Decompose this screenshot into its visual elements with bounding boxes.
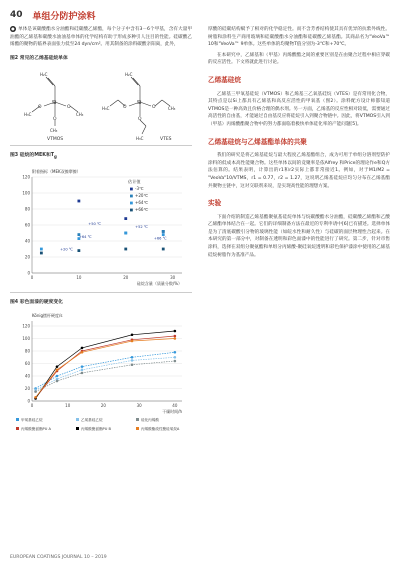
data-point bbox=[131, 363, 134, 366]
data-point bbox=[56, 365, 59, 368]
data-point bbox=[124, 232, 127, 235]
x-tick-label: 30 bbox=[136, 402, 142, 408]
data-point bbox=[131, 339, 134, 342]
y-tick-label: 100 bbox=[22, 335, 30, 341]
heading-vinyl-silane: 乙烯基硅烷 bbox=[208, 75, 241, 84]
y-tick-label: 0 bbox=[27, 270, 30, 276]
x-axis-label: 硅烷含量（质量分数/%） bbox=[136, 280, 182, 286]
page-number: 40 bbox=[10, 10, 23, 20]
data-point bbox=[131, 333, 134, 336]
silane-structures bbox=[10, 64, 192, 144]
legend-label: 丙烯酸酯改性聚硅氧烷A bbox=[141, 426, 180, 431]
x-tick-label: 10 bbox=[76, 274, 82, 280]
y-tick-label: 0 bbox=[27, 398, 30, 404]
section-title: 单组分防护涂料 bbox=[32, 11, 96, 22]
svg-text:CH₃: CH₃ bbox=[76, 112, 84, 118]
x-axis-label: 干燥时间/h bbox=[162, 408, 182, 414]
data-point bbox=[131, 359, 134, 362]
data-point bbox=[81, 368, 84, 371]
figure-2-structures bbox=[10, 64, 192, 146]
svg-text:CH₃: CH₃ bbox=[50, 128, 58, 134]
legend-label: 甲氧基硅乙烷 bbox=[21, 417, 43, 422]
svg-text:O: O bbox=[138, 117, 142, 123]
data-point bbox=[34, 395, 37, 398]
data-point bbox=[124, 248, 127, 251]
legend-marker bbox=[76, 427, 79, 430]
annotation-label: +50 ℃ bbox=[88, 221, 102, 226]
y-tick-label: 120 bbox=[22, 323, 30, 329]
data-point bbox=[56, 379, 59, 382]
annotation-label: +52 ℃ bbox=[135, 225, 148, 230]
svg-text:H₃C: H₃C bbox=[136, 136, 144, 142]
right-paragraph-5: 下面介绍的制造乙烯基酯聚氨基硅烷单体与烷碳酸酯水分油酯，硅碳酸乙烯酯和乙酸乙烯酯单体结合在一起。它们的详细制备方法在最近的专利申请中[6]已有描述。选择单体是为了清底碳酸引分物的玻璃性能（如皖水性和耐久性）与硅碳的面层物理性合起来。在本研究的第一部分中，对制备在透明和彩色面漆中的性能进行了研究。第二步，针对市售涂料，选择在双组分聚氨酯和单组分丙烯酸-聚硅氧烷透明和彩色保护漆涂中使用的乙烯基硅烷树脂作为基准产品。 bbox=[208, 214, 390, 258]
y-tick-label: 40 bbox=[24, 238, 30, 244]
legend-label: 丙烯酸聚氨酯PU A bbox=[21, 426, 51, 431]
x-tick-label: 0 bbox=[30, 402, 34, 408]
data-point bbox=[174, 329, 177, 332]
legend-label: +64℃ bbox=[135, 199, 148, 205]
right-column bbox=[208, 26, 390, 259]
svg-text:H₂C: H₂C bbox=[40, 72, 48, 78]
svg-text:Si: Si bbox=[137, 100, 142, 107]
legend-marker bbox=[130, 195, 133, 198]
legend-label: +66℃ bbox=[135, 206, 148, 212]
data-point bbox=[40, 252, 43, 255]
right-paragraph-2: 在本研究中，乙烯基和（甲基）丙烯酸酯之间的重要区别是在由聚合过程中相应穿碳的反应活性。下文将就此进行讨论。 bbox=[208, 52, 390, 66]
annotation-label: +64 ℃ bbox=[78, 234, 92, 239]
y-axis-label: König摆杆硬度/s bbox=[32, 312, 63, 318]
x-tick-label: 40 bbox=[172, 402, 178, 408]
data-point bbox=[81, 371, 84, 374]
figure-4-chart bbox=[10, 309, 192, 441]
svg-text:CH₃: CH₃ bbox=[168, 106, 176, 112]
data-point bbox=[56, 368, 59, 371]
svg-text:O: O bbox=[53, 117, 57, 123]
svg-text:O: O bbox=[123, 105, 127, 111]
vtmos-label: VTMOS bbox=[47, 137, 64, 143]
legend-marker bbox=[136, 427, 139, 430]
x-tick-label: 20 bbox=[100, 402, 106, 408]
data-point bbox=[81, 350, 84, 353]
bullet-marker: ● bbox=[11, 26, 15, 31]
fig2-caption: 图2 常见的乙烯基硅烷单体 bbox=[10, 55, 68, 61]
data-point bbox=[174, 350, 177, 353]
y-tick-label: 100 bbox=[22, 190, 30, 196]
data-point bbox=[162, 230, 165, 233]
legend-marker bbox=[16, 418, 19, 421]
intro-paragraph: ● 单体是该碳酸酯水分油酯和硅碳酸乙烯酯，每个分子中含有3－6个甲基，含有大量甲油酯的乙烯基和碳酸水油油基单体的化学结构有助于形成多种引人注目的性能。硅碳酸乙烯酯的聚物的临界表面张力低至24 dyn/cm²。用其制备的涂料碳酸亲阳离，此外， bbox=[10, 26, 192, 48]
svg-text:H₃C: H₃C bbox=[24, 112, 32, 118]
data-point bbox=[124, 217, 127, 220]
legend-label: +20℃ bbox=[135, 192, 148, 198]
legend-marker bbox=[16, 427, 19, 430]
annotation-label: +66 ℃ bbox=[153, 236, 167, 241]
y-tick-label: 80 bbox=[24, 348, 30, 354]
data-point bbox=[56, 374, 59, 377]
svg-text:H₂C: H₂C bbox=[125, 72, 133, 78]
legend-title: 估计值 bbox=[128, 178, 141, 184]
fig4-caption: 图4 彩色面漆的硬度变化 bbox=[10, 299, 63, 305]
y-tick-label: 80 bbox=[24, 206, 30, 212]
y-tick-label: 120 bbox=[22, 174, 30, 180]
y-tick-label: 20 bbox=[24, 254, 30, 260]
data-point bbox=[81, 365, 84, 368]
x-tick-label: 0 bbox=[30, 274, 34, 280]
legend-label: 丙烯酸聚氨酯PU B bbox=[81, 426, 111, 431]
y-tick-label: 60 bbox=[24, 360, 30, 366]
svg-text:O: O bbox=[67, 105, 71, 111]
heading-experiment: 实验 bbox=[208, 199, 222, 208]
page-footer: EUROPEAN COATINGS JOURNAL 10 – 2019 bbox=[10, 555, 107, 560]
right-paragraph-4: 我们的研究是将乙烯基硅烷与最大程度乙烯基酯组合，成为可用于单组分溶剂型防护涂料的低成本高性能聚合物。这些单体以间的竞聚率是依Alfrey 和Price的理论作e和Q方法估算的。结果表明，计算出的r1和r2实际上都非常接近1。例如，对于M1/M2 = "VeoVa"10/VTMS，r1 = 0.77，r2 = 1.27，这说明乙烯基硅烷应均匀分布在乙烯基酯共聚物主链中，这对交联剂来说，是实现高性能的理想方案。 bbox=[208, 153, 390, 189]
x-tick-label: 10 bbox=[65, 402, 71, 408]
legend-marker bbox=[76, 418, 79, 421]
vtes-label: VTES bbox=[160, 137, 172, 143]
data-point bbox=[174, 337, 177, 340]
figure-3-chart bbox=[10, 163, 192, 293]
svg-text:O: O bbox=[152, 105, 156, 111]
page-header bbox=[10, 8, 96, 22]
legend-label: 乙氧基硅乙烷 bbox=[81, 417, 103, 422]
svg-text:O: O bbox=[38, 105, 42, 111]
heading-copolymerization: 乙烯基硅烷与乙烯基酯单体的共聚 bbox=[208, 137, 307, 146]
y-tick-label: 60 bbox=[24, 222, 30, 228]
data-point bbox=[174, 359, 177, 362]
right-paragraph-1: 厚酸的硅碳结构赋予了相对的化学稳定性。而不含芳香结构使其具有优异的抗紫外线性。树脂和涂料生产商用玻璃和硅碳酸酯水分油酯和硅碳酸乙烯基酯。其商品名为"VeoVa™ 10和"VeoVa™ 9单体。这些单体的均聚物T值分别为-3℃和+70℃。 bbox=[208, 27, 390, 48]
left-column bbox=[10, 26, 192, 441]
legend-label: 硅化丙烯酸 bbox=[141, 417, 159, 422]
data-point bbox=[40, 248, 43, 251]
x-tick-label: 20 bbox=[123, 274, 129, 280]
svg-text:H₃C: H₃C bbox=[102, 106, 110, 112]
data-point bbox=[77, 200, 80, 203]
svg-text:Si: Si bbox=[52, 100, 57, 107]
data-point bbox=[162, 248, 165, 251]
legend-label: -3℃ bbox=[135, 185, 144, 191]
hardness-chart bbox=[10, 309, 192, 441]
y-axis-label: 附着指标（MEK双擦摩擦） bbox=[32, 168, 81, 174]
data-point bbox=[34, 390, 37, 393]
legend-marker bbox=[130, 209, 133, 212]
data-point bbox=[174, 334, 177, 337]
mek-chart bbox=[10, 163, 192, 291]
annotation-label: +20 ℃ bbox=[60, 247, 73, 252]
legend-marker bbox=[136, 418, 139, 421]
data-point bbox=[174, 355, 177, 358]
fig3-caption: 图3 硅烷的MEK和$T_g$ bbox=[10, 153, 57, 160]
data-point bbox=[81, 346, 84, 349]
data-point bbox=[131, 355, 134, 358]
x-tick-label: 30 bbox=[170, 274, 176, 280]
legend-marker bbox=[130, 202, 133, 205]
legend-marker bbox=[130, 188, 133, 191]
right-paragraph-3: 乙烯基三甲氧基硅烷（VTMOS）和乙烯基三乙氧基硅烷（VTES）是有常用化合物，其特点是以Si上都具有乙烯基和高反应活性的甲氧基（图2）。涂料配方设计师都知道VTMOS是一种高效且价格合理的偶水剂。另一方面，乙烯基的反应性相对较低，需要通过高活性的自由基，才能通过自由基反应将硅烷引入到聚合物链中。因此，将VTMOS引入到（甲基）丙烯酸酯聚合物中的努力都面临着极快单体硅化率的产能问题[5]。 bbox=[208, 91, 390, 127]
y-tick-label: 40 bbox=[24, 373, 30, 379]
data-point bbox=[77, 249, 80, 252]
y-tick-label: 20 bbox=[24, 385, 30, 391]
